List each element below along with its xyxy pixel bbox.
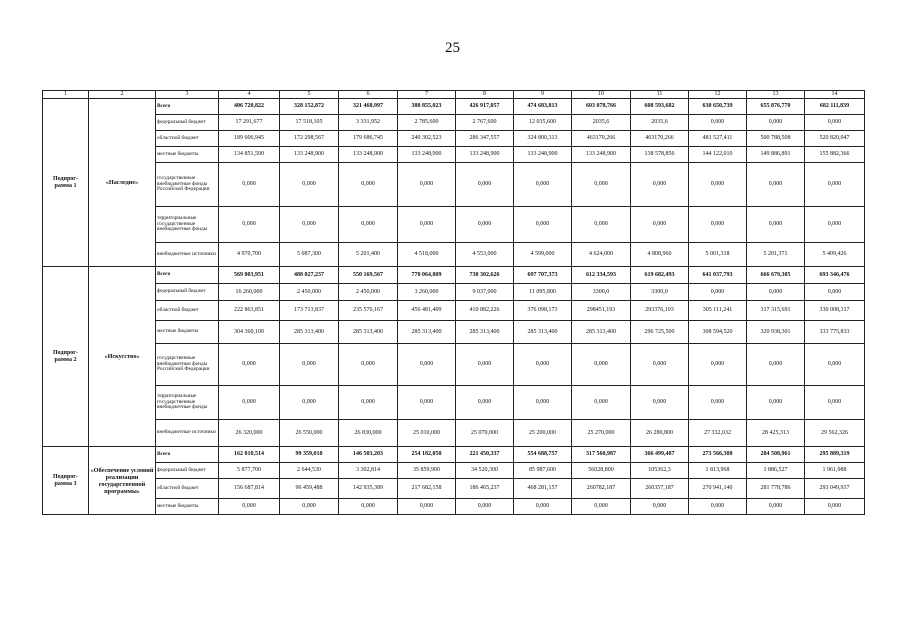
- subprogram-label: Подпрог- рамма 1: [43, 99, 89, 267]
- table-row: [43, 207, 865, 243]
- value-cell: 284 508,961: [747, 447, 805, 463]
- table-row: [43, 301, 865, 321]
- funding-source: территориальные государственные внебюджетные фонды: [156, 386, 219, 420]
- value-cell: 333 775,833: [805, 321, 865, 344]
- value-cell: 0,000: [631, 207, 689, 243]
- value-cell: 0,000: [747, 115, 805, 131]
- column-number-11: 11: [631, 91, 689, 99]
- table-row: [43, 447, 865, 463]
- value-cell: 0,000: [805, 284, 865, 301]
- value-cell: 612 334,593: [572, 267, 631, 284]
- value-cell: 260357,187: [631, 479, 689, 499]
- value-cell: 0,000: [514, 163, 572, 207]
- value-cell: 666 679,305: [747, 267, 805, 284]
- value-cell: 308 594,520: [689, 321, 747, 344]
- value-cell: 12 035,600: [514, 115, 572, 131]
- value-cell: 105362,3: [631, 463, 689, 479]
- value-cell: 26 830,000: [339, 420, 398, 447]
- value-cell: 295 889,319: [805, 447, 865, 463]
- column-number-4: 4: [219, 91, 280, 99]
- table-row: [43, 420, 865, 447]
- value-cell: 285 313,400: [339, 321, 398, 344]
- value-cell: 304 360,100: [219, 321, 280, 344]
- value-cell: 3300,0: [572, 284, 631, 301]
- table-row: [43, 321, 865, 344]
- value-cell: 0,000: [805, 163, 865, 207]
- value-cell: 474 683,813: [514, 99, 572, 115]
- subprogram-name: «Искусство»: [89, 267, 156, 447]
- value-cell: 25 200,000: [514, 420, 572, 447]
- value-cell: 2 450,000: [339, 284, 398, 301]
- value-cell: 162 810,514: [219, 447, 280, 463]
- value-cell: 254 182,058: [398, 447, 456, 463]
- value-cell: 641 037,793: [689, 267, 747, 284]
- value-cell: 0,000: [219, 499, 280, 515]
- value-cell: 26 320,000: [219, 420, 280, 447]
- funding-source: государственные внебюджетные фонды Российской Федерации: [156, 163, 219, 207]
- value-cell: 0,000: [631, 386, 689, 420]
- value-cell: 0,000: [339, 163, 398, 207]
- value-cell: 5 201,371: [747, 243, 805, 267]
- funding-source: Всего: [156, 99, 219, 115]
- value-cell: 133 248,900: [572, 147, 631, 163]
- value-cell: 0,000: [747, 499, 805, 515]
- column-number-13: 13: [747, 91, 805, 99]
- value-cell: 2035,6: [572, 115, 631, 131]
- value-cell: 520 820,047: [805, 131, 865, 147]
- value-cell: 17 518,105: [280, 115, 339, 131]
- value-cell: 5 201,400: [339, 243, 398, 267]
- value-cell: 2035,6: [631, 115, 689, 131]
- funding-source: местные бюджеты: [156, 499, 219, 515]
- value-cell: 0,000: [572, 499, 631, 515]
- value-cell: 0,000: [219, 163, 280, 207]
- value-cell: 320 938,301: [747, 321, 805, 344]
- value-cell: 5 877,700: [219, 463, 280, 479]
- value-cell: 99 359,018: [280, 447, 339, 463]
- value-cell: 730 302,626: [456, 267, 514, 284]
- value-cell: 217 682,158: [398, 479, 456, 499]
- value-cell: 0,000: [398, 344, 456, 386]
- value-cell: 0,000: [631, 499, 689, 515]
- value-cell: 134 851,500: [219, 147, 280, 163]
- value-cell: 317 315,691: [747, 301, 805, 321]
- value-cell: 149 886,891: [747, 147, 805, 163]
- value-cell: 630 650,739: [689, 99, 747, 115]
- value-cell: 0,000: [805, 115, 865, 131]
- value-cell: 0,000: [280, 499, 339, 515]
- value-cell: 0,000: [398, 207, 456, 243]
- value-cell: 0,000: [280, 207, 339, 243]
- value-cell: 285 313,400: [280, 321, 339, 344]
- value-cell: 380 855,023: [398, 99, 456, 115]
- value-cell: 4 553,000: [456, 243, 514, 267]
- value-cell: 488 027,237: [280, 267, 339, 284]
- value-cell: 608 593,682: [631, 99, 689, 115]
- column-number-14: 14: [805, 91, 865, 99]
- value-cell: 298451,193: [572, 301, 631, 321]
- value-cell: 0,000: [339, 499, 398, 515]
- value-cell: 697 707,373: [514, 267, 572, 284]
- value-cell: 0,000: [398, 499, 456, 515]
- value-cell: 2 450,000: [280, 284, 339, 301]
- column-number-6: 6: [339, 91, 398, 99]
- value-cell: 146 503,203: [339, 447, 398, 463]
- value-cell: 550 169,567: [339, 267, 398, 284]
- value-cell: 1 961,988: [805, 463, 865, 479]
- value-cell: 3300,0: [631, 284, 689, 301]
- value-cell: 293376,193: [631, 301, 689, 321]
- value-cell: 328 152,872: [280, 99, 339, 115]
- value-cell: 285 313,400: [398, 321, 456, 344]
- value-cell: 29 562,326: [805, 420, 865, 447]
- value-cell: 655 876,770: [747, 99, 805, 115]
- value-cell: 296 725,500: [631, 321, 689, 344]
- value-cell: 0,000: [219, 344, 280, 386]
- table-row: [43, 243, 865, 267]
- column-number-8: 8: [456, 91, 514, 99]
- value-cell: 456 481,409: [398, 301, 456, 321]
- value-cell: 144 122,010: [689, 147, 747, 163]
- value-cell: 28 425,313: [747, 420, 805, 447]
- value-cell: 293 049,937: [805, 479, 865, 499]
- column-number-10: 10: [572, 91, 631, 99]
- value-cell: 0,000: [805, 207, 865, 243]
- value-cell: 11 095,800: [514, 284, 572, 301]
- value-cell: 4 808,960: [631, 243, 689, 267]
- value-cell: 324 800,313: [514, 131, 572, 147]
- value-cell: 155 882,366: [805, 147, 865, 163]
- value-cell: 172 298,567: [280, 131, 339, 147]
- value-cell: 0,000: [514, 207, 572, 243]
- column-number-5: 5: [280, 91, 339, 99]
- funding-source: федеральный бюджет: [156, 463, 219, 479]
- value-cell: 0,000: [456, 499, 514, 515]
- value-cell: 133 248,900: [339, 147, 398, 163]
- value-cell: 156 687,814: [219, 479, 280, 499]
- value-cell: 305 111,241: [689, 301, 747, 321]
- value-cell: 133 248,900: [280, 147, 339, 163]
- table-row: [43, 115, 865, 131]
- value-cell: 0,000: [747, 207, 805, 243]
- value-cell: 133 248,900: [456, 147, 514, 163]
- table-row: [43, 479, 865, 499]
- funding-source: государственные внебюджетные фонды Российской Федерации: [156, 344, 219, 386]
- value-cell: 1 886,527: [747, 463, 805, 479]
- value-cell: 0,000: [747, 344, 805, 386]
- value-cell: 0,000: [747, 163, 805, 207]
- column-number-1: 1: [43, 91, 89, 99]
- value-cell: 463170,266: [631, 131, 689, 147]
- value-cell: 0,000: [398, 163, 456, 207]
- value-cell: 0,000: [689, 284, 747, 301]
- header-row: [43, 91, 865, 99]
- value-cell: 0,000: [805, 344, 865, 386]
- value-cell: 0,000: [514, 344, 572, 386]
- value-cell: 0,000: [689, 163, 747, 207]
- value-cell: 35 859,900: [398, 463, 456, 479]
- value-cell: 285 313,400: [456, 321, 514, 344]
- value-cell: 2 644,530: [280, 463, 339, 479]
- value-cell: 56028,800: [572, 463, 631, 479]
- value-cell: 468 281,157: [514, 479, 572, 499]
- value-cell: 0,000: [689, 499, 747, 515]
- table-row: [43, 99, 865, 115]
- column-number-2: 2: [89, 91, 156, 99]
- value-cell: 270 941,140: [689, 479, 747, 499]
- value-cell: 222 863,851: [219, 301, 280, 321]
- column-number-7: 7: [398, 91, 456, 99]
- value-cell: 85 987,600: [514, 463, 572, 479]
- value-cell: 317 560,987: [572, 447, 631, 463]
- value-cell: 0,000: [339, 386, 398, 420]
- value-cell: 3 302,814: [339, 463, 398, 479]
- value-cell: 0,000: [280, 386, 339, 420]
- value-cell: 693 346,476: [805, 267, 865, 284]
- funding-source: внебюджетные источники: [156, 243, 219, 267]
- value-cell: 0,000: [514, 386, 572, 420]
- value-cell: 481 527,411: [689, 131, 747, 147]
- funding-source: территориальные государственные внебюджетные фонды: [156, 207, 219, 243]
- value-cell: 0,000: [219, 386, 280, 420]
- funding-source: внебюджетные источники: [156, 420, 219, 447]
- value-cell: 286 347,557: [456, 131, 514, 147]
- value-cell: 285 313,400: [514, 321, 572, 344]
- value-cell: 285 313,400: [572, 321, 631, 344]
- value-cell: 5 087,300: [280, 243, 339, 267]
- table-row: [43, 499, 865, 515]
- value-cell: 235 576,167: [339, 301, 398, 321]
- value-cell: 189 606,945: [219, 131, 280, 147]
- subprogram-label: Подпрог- рамма 3: [43, 447, 89, 515]
- value-cell: 3 331,952: [339, 115, 398, 131]
- funding-source: Всего: [156, 267, 219, 284]
- funding-source: областной бюджет: [156, 301, 219, 321]
- value-cell: 406 720,822: [219, 99, 280, 115]
- funding-source: федеральный бюджет: [156, 284, 219, 301]
- value-cell: 0,000: [456, 163, 514, 207]
- value-cell: 25 270,000: [572, 420, 631, 447]
- value-cell: 2 785,600: [398, 115, 456, 131]
- value-cell: 0,000: [689, 207, 747, 243]
- funding-source: областной бюджет: [156, 131, 219, 147]
- value-cell: 2 767,600: [456, 115, 514, 131]
- table-row: [43, 163, 865, 207]
- value-cell: 260782,187: [572, 479, 631, 499]
- value-cell: 0,000: [339, 207, 398, 243]
- value-cell: 0,000: [689, 386, 747, 420]
- value-cell: 1 813,968: [689, 463, 747, 479]
- value-cell: 0,000: [572, 344, 631, 386]
- value-cell: 0,000: [572, 386, 631, 420]
- value-cell: 619 682,493: [631, 267, 689, 284]
- funding-source: Всего: [156, 447, 219, 463]
- column-number-3: 3: [156, 91, 219, 99]
- funding-source: местные бюджеты: [156, 147, 219, 163]
- funding-source: федеральный бюджет: [156, 115, 219, 131]
- value-cell: 500 788,508: [747, 131, 805, 147]
- value-cell: 569 803,951: [219, 267, 280, 284]
- value-cell: 0,000: [747, 284, 805, 301]
- value-cell: 0,000: [280, 344, 339, 386]
- value-cell: 770 064,809: [398, 267, 456, 284]
- value-cell: 0,000: [219, 207, 280, 243]
- table-row: [43, 267, 865, 284]
- value-cell: 0,000: [689, 344, 747, 386]
- funding-source: областной бюджет: [156, 479, 219, 499]
- value-cell: 0,000: [456, 386, 514, 420]
- value-cell: 0,000: [339, 344, 398, 386]
- value-cell: 603 078,766: [572, 99, 631, 115]
- value-cell: 4 970,700: [219, 243, 280, 267]
- value-cell: 426 917,057: [456, 99, 514, 115]
- value-cell: 96 459,488: [280, 479, 339, 499]
- value-cell: 273 566,308: [689, 447, 747, 463]
- value-cell: 0,000: [456, 207, 514, 243]
- value-cell: 682 111,839: [805, 99, 865, 115]
- value-cell: 221 450,337: [456, 447, 514, 463]
- value-cell: 179 686,745: [339, 131, 398, 147]
- table-row: [43, 131, 865, 147]
- value-cell: 9 037,000: [456, 284, 514, 301]
- value-cell: 0,000: [456, 344, 514, 386]
- value-cell: 410 882,226: [456, 301, 514, 321]
- value-cell: 321 468,997: [339, 99, 398, 115]
- budget-table: [42, 90, 865, 515]
- value-cell: 17 291,677: [219, 115, 280, 131]
- value-cell: 25 070,000: [456, 420, 514, 447]
- value-cell: 5 409,426: [805, 243, 865, 267]
- value-cell: 173 713,837: [280, 301, 339, 321]
- value-cell: 26 280,800: [631, 420, 689, 447]
- value-cell: 133 248,900: [398, 147, 456, 163]
- value-cell: 0,000: [280, 163, 339, 207]
- column-number-12: 12: [689, 91, 747, 99]
- value-cell: 4 624,000: [572, 243, 631, 267]
- value-cell: 463170,266: [572, 131, 631, 147]
- value-cell: 366 499,487: [631, 447, 689, 463]
- value-cell: 0,000: [689, 115, 747, 131]
- value-cell: 133 248,900: [514, 147, 572, 163]
- value-cell: 0,000: [572, 207, 631, 243]
- value-cell: 0,000: [805, 386, 865, 420]
- value-cell: 4 518,000: [398, 243, 456, 267]
- value-cell: 376 098,173: [514, 301, 572, 321]
- value-cell: 330 008,317: [805, 301, 865, 321]
- value-cell: 0,000: [398, 386, 456, 420]
- value-cell: 186 465,237: [456, 479, 514, 499]
- table-row: [43, 284, 865, 301]
- value-cell: 4 599,000: [514, 243, 572, 267]
- column-number-9: 9: [514, 91, 572, 99]
- table-row: [43, 386, 865, 420]
- value-cell: 27 332,032: [689, 420, 747, 447]
- value-cell: 34 520,300: [456, 463, 514, 479]
- value-cell: 240 302,523: [398, 131, 456, 147]
- value-cell: 554 688,757: [514, 447, 572, 463]
- subprogram-name: «Наследие»: [89, 99, 156, 267]
- table-row: [43, 147, 865, 163]
- table-row: [43, 344, 865, 386]
- value-cell: 0,000: [747, 386, 805, 420]
- value-cell: 0,000: [631, 344, 689, 386]
- value-cell: 5 001,318: [689, 243, 747, 267]
- value-cell: 0,000: [805, 499, 865, 515]
- value-cell: 3 260,000: [398, 284, 456, 301]
- value-cell: 0,000: [572, 163, 631, 207]
- value-cell: 0,000: [514, 499, 572, 515]
- value-cell: 138 578,856: [631, 147, 689, 163]
- table-row: [43, 463, 865, 479]
- funding-source: местные бюджеты: [156, 321, 219, 344]
- value-cell: 16 260,000: [219, 284, 280, 301]
- value-cell: 25 010,000: [398, 420, 456, 447]
- value-cell: 281 778,786: [747, 479, 805, 499]
- value-cell: 0,000: [631, 163, 689, 207]
- subprogram-name: «Обеспечение условий реализации государственной программы»: [89, 447, 156, 515]
- value-cell: 26 550,000: [280, 420, 339, 447]
- page-number: 25: [445, 40, 460, 56]
- subprogram-label: Подпрог- рамма 2: [43, 267, 89, 447]
- value-cell: 142 935,389: [339, 479, 398, 499]
